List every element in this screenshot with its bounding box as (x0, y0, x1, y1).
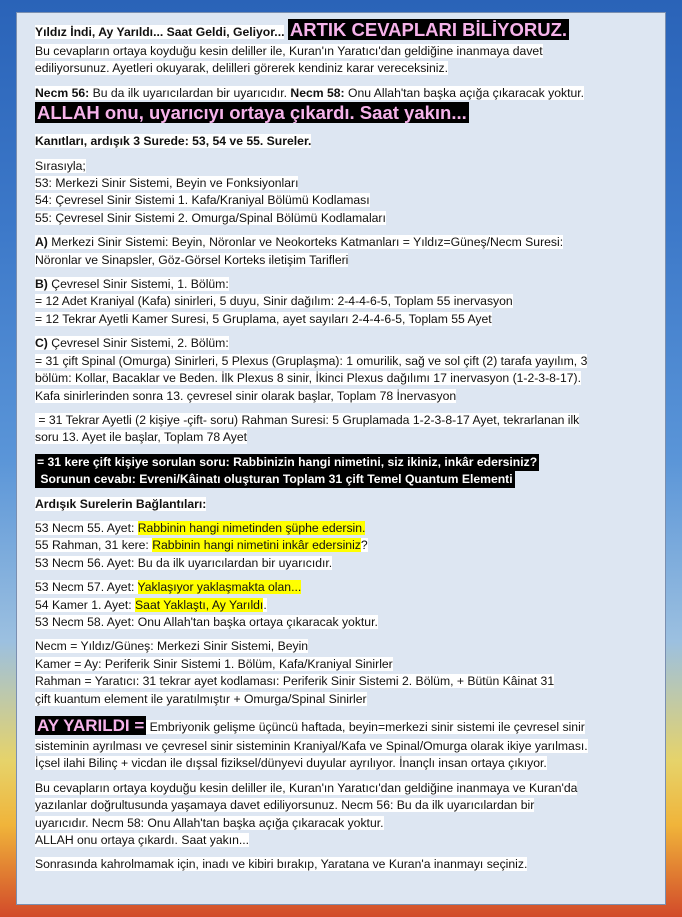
section-b-line: = 12 Adet Kraniyal (Kafa) sinirleri, 5 duyu, Sinir dağılım: 2-4-4-6-5, Toplam 55 inervasyon (35, 294, 513, 309)
section-a-line: Nöronlar ve Sinapsler, Göz-Görsel Korteks iletişim Tarifleri (35, 252, 349, 267)
ay-yarildi-line: İçsel ilahi Bilinç + vicdan ile dışsal fiziksel/dünyevi duyular ayrılıyor. İnançlı insan ortaya çıkıyor. (35, 756, 547, 771)
necm-block (35, 85, 665, 126)
rahman-block (35, 412, 665, 447)
necm58-text: Onu Allah'tan başka açığa çıkaracak yoktur. (348, 85, 585, 100)
quantum-question: = 31 kere çift kişiye sorulan soru: Rabbinizin hangi nimetini, siz ikiniz, inkâr edersiniz? (37, 454, 538, 469)
connection-row: 53 Necm 55. Ayet: Rabbinin hangi nimetinden şüphe edersin. (35, 520, 366, 535)
section-c-label: C) (35, 336, 48, 351)
highlighted-verse: Yaklaşıyor yaklaşmakta olan... (137, 580, 302, 595)
connection-row: 53 Necm 58. Ayet: Onu Allah'tan başka ortaya çıkaracak yoktur. (35, 614, 378, 629)
connections-list-2 (35, 579, 665, 631)
connection-row: 53 Necm 57. Ayet: Yaklaşıyor yaklaşmakta olan... (35, 580, 302, 595)
closing-line: yazılanlar doğrultusunda yaşamaya davet ediliyorsunuz. Necm 56: Bu da ilk uyarıcılardan bir (35, 798, 535, 813)
intro-line-3: ediliyorsunuz. Ayetleri okuyarak, delilleri görerek kendiniz karar vereceksiniz. (35, 61, 448, 76)
sequence-list (35, 158, 665, 228)
connection-row: 54 Kamer 1. Ayet: Saat Yaklaştı, Ay Yarıldı. (35, 597, 267, 612)
ay-yarildi-block (35, 715, 665, 773)
connections-title: Ardışık Surelerin Bağlantıları: (35, 496, 207, 511)
definitions-list (35, 638, 665, 708)
intro-highlight: ARTIK CEVAPLARI BİLİYORUZ. (289, 19, 568, 40)
highlighted-verse: Rabbinin hangi nimetini inkâr edersiniz (152, 538, 361, 553)
definition-item: Kamer = Ay: Periferik Sinir Sistemi 1. Bölüm, Kafa/Kraniyal Sinirler (35, 656, 393, 671)
intro-bold-text: Yıldız İndi, Ay Yarıldı... Saat Geldi, Geliyor... (35, 25, 285, 39)
necm58-label: Necm 58: (290, 85, 345, 100)
definition-item: Rahman = Yaratıcı: 31 tekrar ayet kodlaması: Periferik Sinir Sistemi 2. Bölüm, + Bütün Kâinat 31 (35, 674, 555, 689)
section-c-line: Kafa sinirlerinden sonra 13. çevresel sinir olarak başlar, Toplam 78 İnervasyon (35, 388, 457, 403)
sequence-item: 55: Çevresel Sinir Sistemi 2. Omurga/Spinal Bölümü Kodlamaları (35, 210, 386, 225)
connection-row: 53 Necm 56. Ayet: Bu da ilk uyarıcılardan bir uyarıcıdır. (35, 555, 333, 570)
closing-line: Bu cevapların ortaya koyduğu kesin deliller ile, Kuran'ın Yaratıcı'dan geldiğine inanmaya ve Kuran'da (35, 780, 578, 795)
sequence-item: 53: Merkezi Sinir Sistemi, Beyin ve Fonksiyonları (35, 176, 299, 191)
section-a-line: Merkezi Sinir Sistemi: Beyin, Nöronlar ve Neokorteks Katmanları = Yıldız=Güneş/Necm Suresi: (51, 235, 564, 250)
highlighted-verse: Saat Yaklaştı, Ay Yarıldı (135, 597, 264, 612)
final-line: Sonrasında kahrolmamak için, inadı ve kibiri bırakıp, Yaratana ve Kuran'a inanmayı seçiniz. (35, 857, 528, 872)
highlighted-verse: Rabbinin hangi nimetinden şüphe edersin. (137, 520, 366, 535)
connections-list-1 (35, 520, 665, 572)
sequence-item: 54: Çevresel Sinir Sistemi 1. Kafa/Kraniyal Bölümü Kodlaması (35, 193, 370, 208)
definition-item: çift kuantum element ile yaratılmıştır + Omurga/Spinal Sinirler (35, 691, 367, 706)
section-b-line: Çevresel Sinir Sistemi, 1. Bölüm: (51, 277, 229, 292)
rahman-line: = 31 Tekrar Ayetli (2 kişiye -çift- soru) Rahman Suresi: 5 Gruplamada 1-2-3-8-17 Ayet, tekrarlanan ilk (35, 412, 580, 427)
rahman-line: soru 13. Ayet ile başlar, Toplam 78 Ayet (35, 430, 248, 445)
allah-heading: ALLAH onu, uyarıcıyı ortaya çıkardı. Saat yakın... (37, 102, 467, 124)
section-c-line: = 31 çift Spinal (Omurga) Sinirleri, 5 Plexus (Gruplaşma): 1 omurilik, sağ ve sol çift (2) tarafa yayılım, 3 (35, 353, 588, 368)
closing-line: uyarıcıdır. Necm 58: Onu Allah'tan başka açığa çıkaracak yoktur. (35, 815, 384, 830)
sequence-item: Sırasıyla; (35, 158, 86, 173)
closing-line: ALLAH onu ortaya çıkardı. Saat yakın... (35, 833, 250, 848)
section-a-label: A) (35, 235, 48, 250)
necm56-label: Necm 56: (35, 85, 90, 100)
definition-item: Necm = Yıldız/Güneş: Merkezi Sinir Sistemi, Beyin (35, 639, 309, 654)
section-a (35, 234, 665, 269)
section-c-line: bölüm: Kollar, Bacaklar ve Beden. İlk Plexus 8 sinir, İkinci Plexus dağılımı 17 inervasyon (1-2-3-8-17). (35, 371, 581, 386)
section-c (35, 335, 665, 405)
necm56-text: Bu da ilk uyarıcılardan bir uyarıcıdır. (92, 85, 288, 100)
intro-line-2: Bu cevapların ortaya koyduğu kesin deliller ile, Kuran'ın Yaratıcı'dan geldiğine inanmaya davet (35, 44, 543, 58)
section-b-label: B) (35, 277, 48, 292)
content-panel (16, 12, 666, 905)
ay-yarildi-title: AY YARILDI = (37, 716, 145, 735)
section-c-line: Çevresel Sinir Sistemi, 2. Bölüm: (51, 336, 229, 351)
ay-yarildi-line: sisteminin ayrılması ve çevresel sinir sisteminin Kraniyal/Kafa ve Spinal/Omurga olarak ikiye yarılması. (35, 739, 588, 753)
intro-block (35, 19, 665, 78)
ay-yarildi-line: Embriyonik gelişme üçüncü haftada, beyin=merkezi sinir sistemi ile çevresel sinir (146, 720, 585, 734)
section-b (35, 276, 665, 328)
quantum-answer: Sorunun cevabı: Evreni/Kâinatı oluşturan Toplam 31 çift Temel Quantum Elementi (37, 472, 513, 487)
quantum-block (35, 454, 665, 489)
closing-block (35, 780, 665, 850)
connection-row: 55 Rahman, 31 kere: Rabbinin hangi nimetini inkâr edersiniz? (35, 538, 368, 553)
section-b-line: = 12 Tekrar Ayetli Kamer Suresi, 5 Gruplama, ayet sayıları 2-4-4-6-5, Toplam 55 Ayet (35, 311, 492, 326)
evidence-title: Kanıtları, ardışık 3 Surede: 53, 54 ve 55. Sureler. (35, 134, 312, 149)
